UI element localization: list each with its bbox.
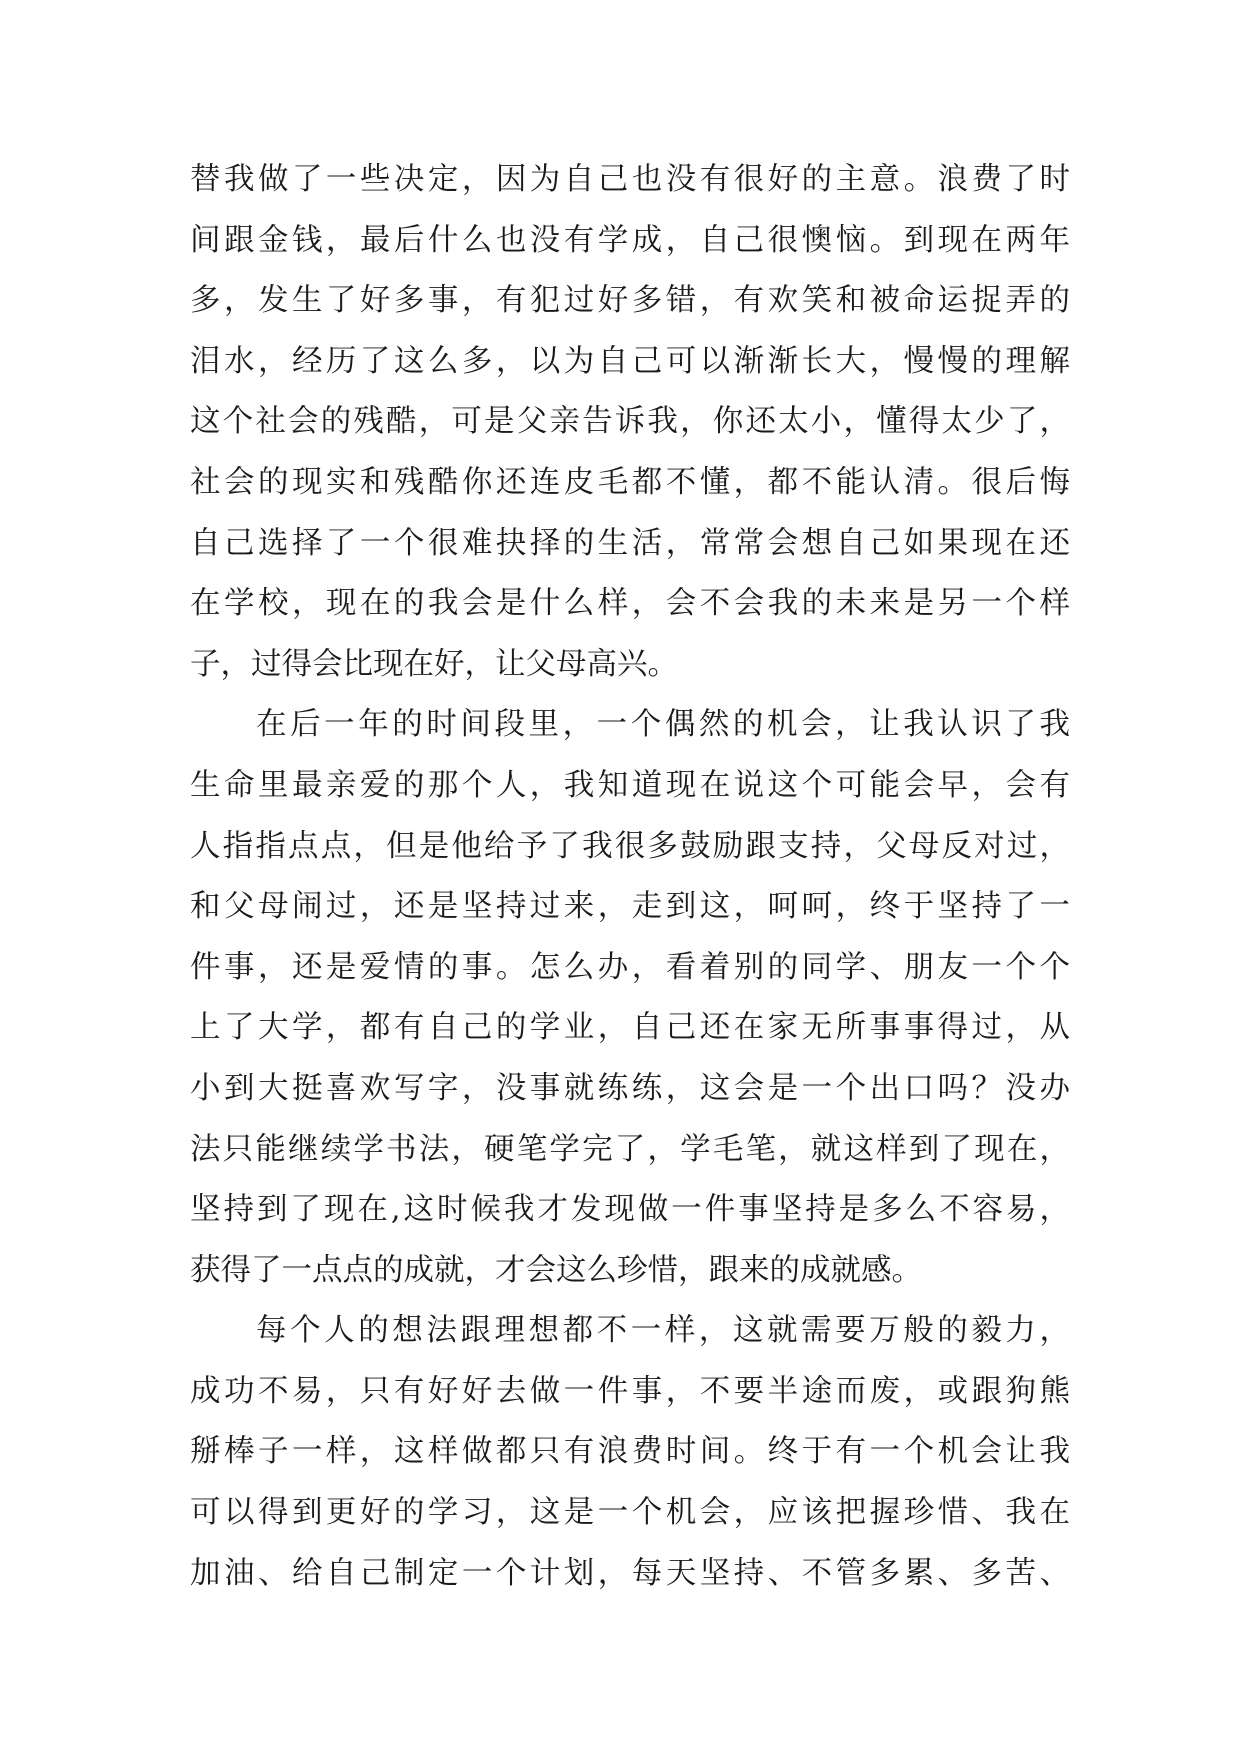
text-line: 泪水，经历了这么多，以为自己可以渐渐长大，慢慢的理解 (190, 343, 1070, 379)
text-line: 成功不易，只有好好去做一件事，不要半途而废，或跟狗熊 (190, 1373, 1070, 1409)
text-line: 在学校，现在的我会是什么样，会不会我的未来是另一个样 (190, 586, 1070, 622)
text-line: 小到大挺喜欢写字，没事就练练，这会是一个出口吗？没办 (190, 1070, 1070, 1106)
text-line: 上了大学，都有自己的学业，自己还在家无所事事得过，从 (190, 1010, 1070, 1046)
body-text (190, 150, 1070, 1604)
text-line: 获得了一点点的成就，才会这么珍惜，跟来的成就感。 (190, 1252, 922, 1288)
text-line: 替我做了一些决定，因为自己也没有很好的主意。浪费了时 (190, 162, 1070, 197)
text-line: 可以得到更好的学习，这是一个机会，应该把握珍惜、我在 (190, 1495, 1070, 1531)
text-line: 在后一年的时间段里，一个偶然的机会，让我认识了我 (256, 707, 1070, 743)
text-line: 加油、给自己制定一个计划，每天坚持、不管多累、多苦、 (190, 1555, 1070, 1591)
text-line: 法只能继续学书法，硬笔学完了，学毛笔，就这样到了现在， (190, 1131, 1070, 1167)
text-line: 子，过得会比现在好，让父母高兴。 (190, 646, 678, 682)
text-line: 这个社会的残酷，可是父亲告诉我，你还太小，懂得太少了， (190, 404, 1070, 440)
text-line: 自己选择了一个很难抉择的生活，常常会想自己如果现在还 (190, 525, 1070, 561)
text-line: 生命里最亲爱的那个人，我知道现在说这个可能会早，会有 (190, 767, 1070, 803)
text-line: 件事，还是爱情的事。怎么办，看着别的同学、朋友一个个 (190, 949, 1070, 985)
text-line: 多，发生了好多事，有犯过好多错，有欢笑和被命运捉弄的 (190, 283, 1070, 319)
text-line: 坚持到了现在,这时候我才发现做一件事坚持是多么不容易， (190, 1192, 1070, 1228)
text-line: 人指指点点，但是他给予了我很多鼓励跟支持，父母反对过， (190, 828, 1070, 864)
text-line: 掰棒子一样，这样做都只有浪费时间。终于有一个机会让我 (190, 1434, 1070, 1470)
text-line: 间跟金钱，最后什么也没有学成，自己很懊恼。到现在两年 (190, 222, 1070, 258)
text-line: 和父母闹过，还是坚持过来，走到这，呵呵，终于坚持了一 (190, 889, 1070, 925)
text-line: 每个人的想法跟理想都不一样，这就需要万般的毅力， (256, 1313, 1070, 1349)
text-line: 社会的现实和残酷你还连皮毛都不懂，都不能认清。很后悔 (190, 464, 1070, 500)
